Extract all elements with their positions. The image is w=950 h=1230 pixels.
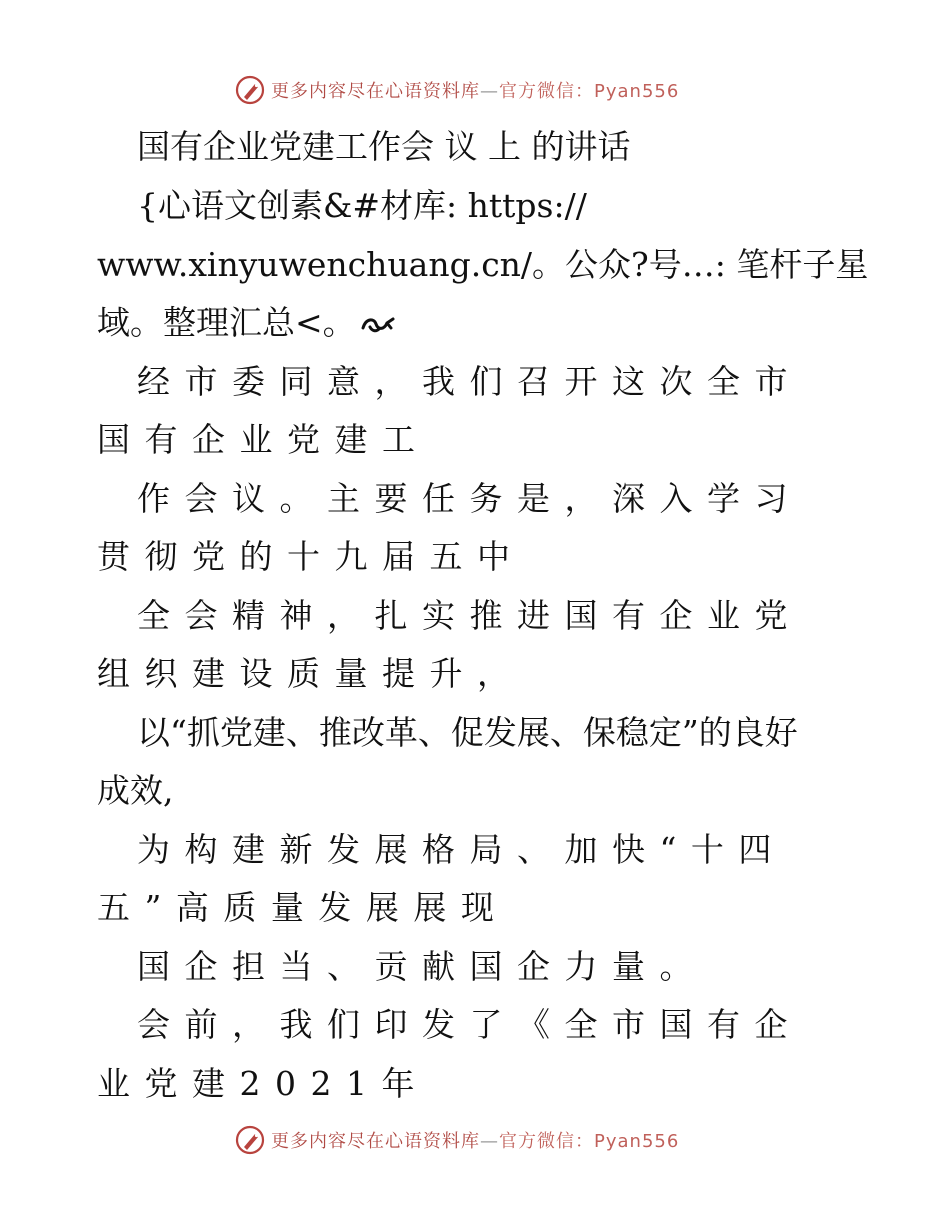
footer-banner xyxy=(235,1123,679,1157)
text-line: www.xinyuwenchuang.cn/。公众?号…: 笔杆子星 xyxy=(97,245,869,284)
text-line: 业党建2021年 xyxy=(97,1064,429,1103)
text-line: 全会精神，扎实推进国有企业党 xyxy=(137,596,802,635)
text-line: 五”高质量发展展现 xyxy=(97,888,509,927)
text-line: 以“抓党建、推改革、促发展、保稳定”的良好 xyxy=(137,713,798,752)
text-line: 成效, xyxy=(97,771,174,810)
text-line: 经市委同意，我们召开这次全市 xyxy=(137,362,802,401)
text-line: 贯彻党的十九届五中 xyxy=(97,537,525,576)
text-line: {心语文创素&#材库: https:// xyxy=(137,186,587,225)
text-line: 组织建设质量提升， xyxy=(97,654,525,693)
pen-logo-icon xyxy=(235,1125,265,1155)
banner-text: 更多内容尽在心语资料库—官方微信：Pyan556 xyxy=(271,1131,680,1152)
pen-logo-icon xyxy=(235,75,265,105)
banner-text: 更多内容尽在心语资料库—官方微信：Pyan556 xyxy=(271,81,680,102)
doc-title: 国有企业党建工作会 议 上 的讲话 xyxy=(137,127,631,166)
text-line: 为构建新发展格局、加快“十四 xyxy=(137,830,786,869)
text-line: 作会议。主要任务是，深入学习 xyxy=(137,479,802,518)
text-line: 国企担当、贡献国企力量。 xyxy=(137,947,707,986)
text-line: 域。整理汇总<。 xyxy=(97,303,396,343)
header-banner xyxy=(235,73,679,107)
text-line: 会前，我们印发了《全市国有企 xyxy=(137,1005,802,1044)
fleuron-icon xyxy=(360,314,396,336)
text-line: 国有企业党建工 xyxy=(97,420,430,459)
